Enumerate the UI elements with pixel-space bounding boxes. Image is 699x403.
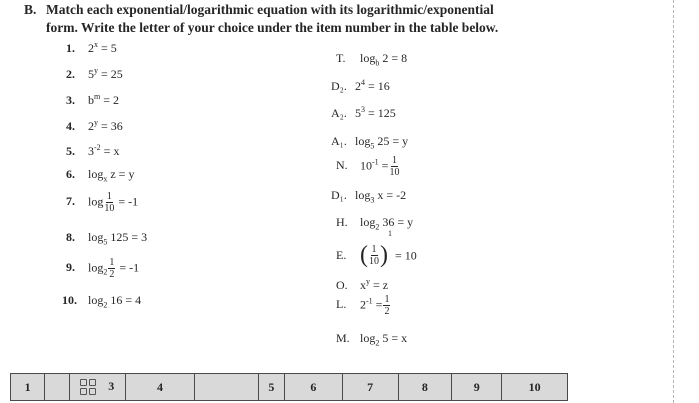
item-8: 8. $\log_5 125 = 3$ [66, 230, 148, 247]
item-10: 10. $\log_2 16 = 4$ [62, 293, 142, 310]
choice-A2: A₂. $5^3 = 125$ [331, 105, 396, 120]
choice-H: H. $\log_2 36 = y$ [336, 215, 414, 232]
fraction: $\frac{1}{2}$ [109, 257, 115, 280]
instruction-line-2: form. Write the letter of your choice under the item number in the table below. [46, 20, 499, 35]
answer-cell-1[interactable]: 1 [11, 374, 45, 401]
choice-A1: A₁. $\log_5 25 = y$ [331, 134, 409, 151]
item-5: 5. $3^{-2} = x$ [66, 143, 120, 158]
section-letter: B. [24, 2, 37, 17]
item-1: 1. $2^x = 5$ [66, 40, 117, 55]
item-6: 6. $\log_x z = y$ [66, 167, 135, 184]
fraction: $\frac{1}{2}$ [384, 294, 390, 317]
answer-cell-7[interactable]: 7 [342, 374, 398, 401]
fraction: $\frac{1}{10}$ [389, 155, 400, 178]
item-7: 7. log $\frac{1}{10}$ = -1 [66, 191, 139, 214]
grid-apps-icon[interactable] [80, 379, 96, 395]
answer-cell-5[interactable]: 5 [258, 374, 285, 401]
item-9: 9. $\log_2$ $\frac{1}{2}$ = -1 [66, 257, 140, 280]
choice-D1: D₁. $\log_3 x = -2$ [331, 188, 407, 205]
page-margin-guide [673, 0, 674, 403]
answer-cell-6[interactable]: 6 [285, 374, 343, 401]
choice-T: T. $\log_b 2 = 8$ [336, 51, 408, 68]
instruction-line-1: Match each exponential/logarithmic equation with its logarithmic/exponential [46, 2, 494, 17]
item-2: 2. $5^y = 25$ [66, 66, 123, 81]
fraction: $\frac{1}{10}$ [104, 191, 115, 214]
choice-N: N. $10^{-1}$ = $\frac{1}{10}$ [336, 155, 400, 178]
answer-cell-4[interactable]: 4 [125, 374, 194, 401]
answer-cell-8[interactable]: 8 [398, 374, 452, 401]
answer-cell-empty[interactable] [195, 374, 258, 401]
item-4: 4. $2^y = 36$ [66, 118, 123, 133]
choice-M: M. $\log_2 5 = x$ [336, 331, 408, 348]
answer-table [10, 373, 568, 401]
answer-cell-9[interactable]: 9 [452, 374, 502, 401]
instructions-heading [24, 1, 624, 37]
answer-cell-blank[interactable] [45, 374, 69, 401]
answer-cell-2-3[interactable]: 3 [69, 374, 125, 401]
fraction: $\frac{1}{10}$ [369, 243, 379, 267]
item-3: 3. $b^m = 2$ [66, 92, 120, 107]
choice-E: E. ( $\frac{1}{10}$ )$^1$ = 10 [336, 229, 417, 269]
answer-cell-10[interactable]: 10 [502, 374, 568, 401]
choice-D2: D₂. $2^4 = 16$ [331, 78, 390, 93]
choice-O: O. $x^y = z$ [336, 277, 389, 292]
choice-L: L. $2^{-1}$ = $\frac{1}{2}$ [336, 294, 390, 317]
